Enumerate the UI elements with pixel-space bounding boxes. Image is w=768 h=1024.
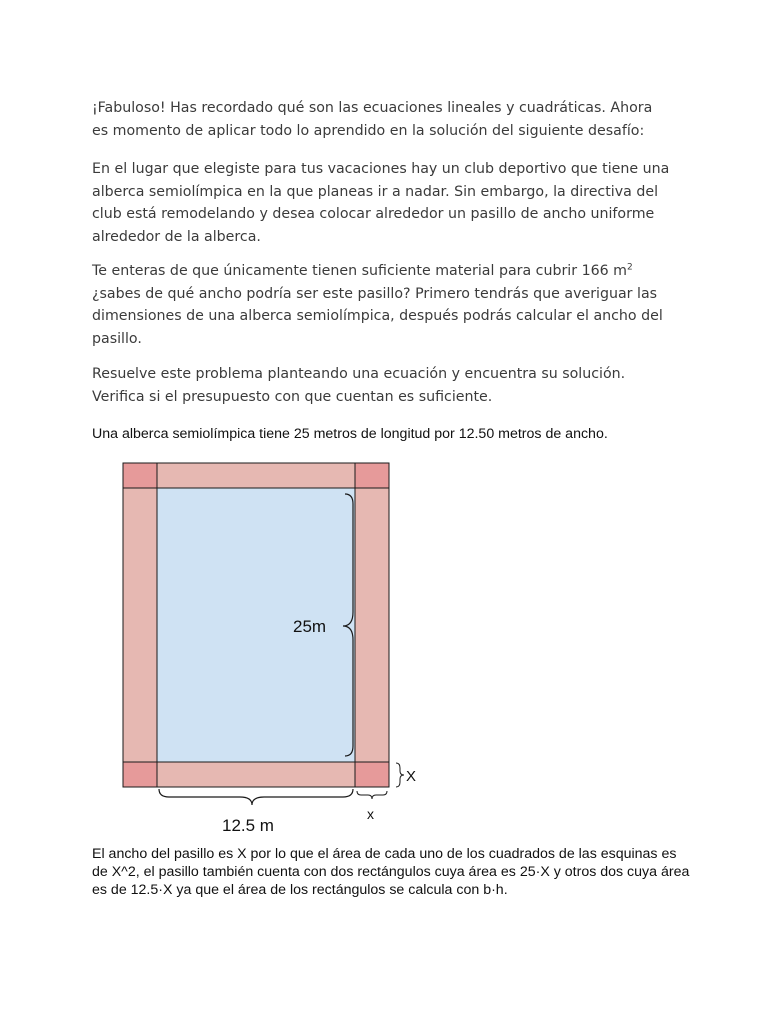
width-label: 12.5 m bbox=[222, 816, 274, 835]
walkway-x-label-right: X bbox=[406, 768, 417, 785]
corner-square-bottom-right bbox=[355, 762, 389, 787]
width-brace bbox=[159, 789, 353, 805]
top-walkway bbox=[157, 463, 355, 488]
instruction-paragraph: Resuelve este problema planteando una ecuación y encuentra su solución. Verifica si el presupuesto con que cuentan es suficiente. bbox=[92, 366, 626, 405]
walkway-width-brace bbox=[357, 791, 387, 799]
length-label: 25m bbox=[293, 617, 327, 636]
solution-explanation-text: El ancho del pasillo es X por lo que el área de cada uno de los cuadrados de las esquinas es de X^2, el pasillo también cuenta con dos rectángulos cuya área es 25·X y otros dos cuya área es de 12.5·X ya que el área de los rectángulos se calcula con b·h. bbox=[92, 846, 690, 898]
corner-square-top-left bbox=[123, 463, 157, 488]
square-exponent: 2 bbox=[627, 262, 633, 273]
walkway-height-brace bbox=[396, 763, 404, 787]
corner-square-bottom-left bbox=[123, 762, 157, 787]
material-text-start: Te enteras de que únicamente tienen suficiente material para cubrir 166 m bbox=[92, 263, 628, 279]
corner-square-top-right bbox=[355, 463, 389, 488]
material-text-end: ¿sabes de qué ancho podría ser este pasillo? Primero tendrás que averiguar las dimensiones de una alberca semiolímpica, después podrás calcular el ancho del pasillo. bbox=[92, 285, 663, 347]
pool-dimensions-text: Una alberca semiolímpica tiene 25 metros de longitud por 12.50 metros de ancho. bbox=[92, 426, 608, 442]
bottom-walkway bbox=[157, 762, 355, 787]
intro-paragraph: ¡Fabuloso! Has recordado qué son las ecuaciones lineales y cuadráticas. Ahora es momento de aplicar todo lo aprendido en la solución del siguiente desafío: bbox=[92, 100, 653, 139]
scenario-paragraph: En el lugar que elegiste para tus vacaciones hay un club deportivo que tiene una alberca semiolímpica en la que planeas ir a nadar. Sin embargo, la directiva del club está remodelando y desea colocar alrededor un pasillo de ancho uniforme alrededor de la alberca. bbox=[92, 161, 670, 245]
walkway-x-label-bottom: x bbox=[367, 806, 374, 822]
right-walkway bbox=[355, 488, 389, 762]
left-walkway bbox=[123, 488, 157, 762]
